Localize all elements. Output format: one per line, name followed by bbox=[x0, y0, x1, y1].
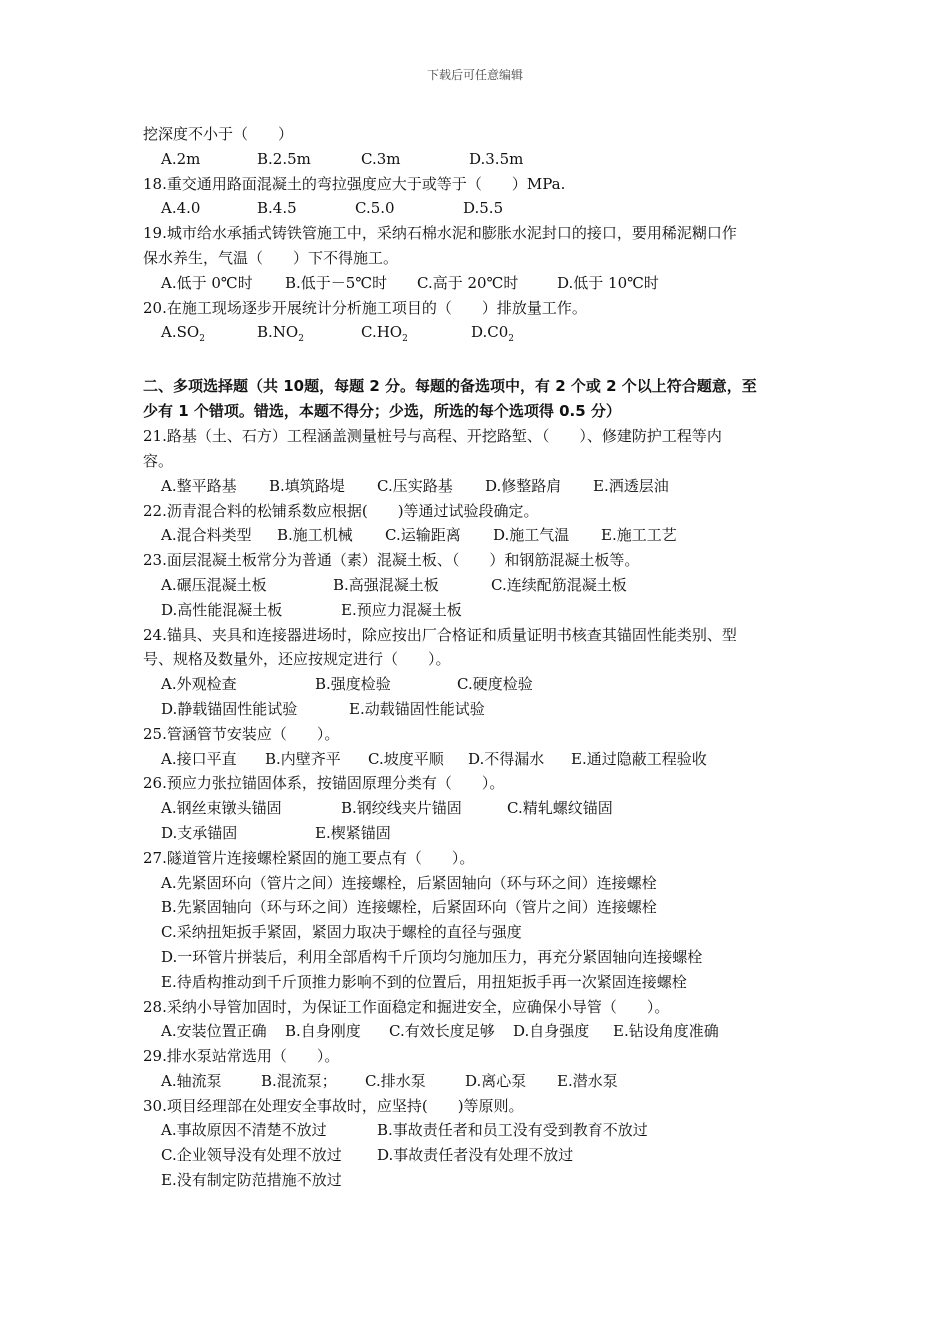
option-b[interactable]: B.内壁齐平 bbox=[265, 749, 341, 768]
option-d[interactable]: D.自身强度 bbox=[513, 1022, 590, 1041]
subscript: 2 bbox=[199, 334, 205, 345]
option-d[interactable]: D.离心泵 bbox=[465, 1071, 527, 1090]
option-c[interactable]: C.企业领导没有处理不放过 bbox=[161, 1146, 342, 1165]
section-heading: 二、多项选择题（共 10题，每题 2 分。每题的备选项中，有 2 个或 2 个以上符合题意，至 bbox=[143, 377, 757, 396]
question-25: 25.管涵管节安装应（ ）。 bbox=[143, 724, 340, 743]
option-c[interactable]: C.3m bbox=[361, 149, 401, 168]
option-b[interactable]: B.2.5m bbox=[257, 149, 311, 168]
question-23: 23.面层混凝土板常分为普通（素）混凝土板、（ ）和钢筋混凝土板等。 bbox=[143, 551, 640, 570]
option-c[interactable]: C.坡度平顺 bbox=[368, 749, 444, 768]
option-e[interactable]: E.钻设角度准确 bbox=[613, 1022, 719, 1041]
question-27: 27.隧道管片连接螺栓紧固的施工要点有（ ）。 bbox=[143, 848, 475, 867]
options-row bbox=[143, 271, 813, 296]
option-c[interactable]: C.压实路基 bbox=[377, 476, 453, 495]
option-a[interactable]: A.轴流泵 bbox=[161, 1071, 222, 1090]
section-heading-cont: 少有 1 个错项。错选，本题不得分；少选，所选的每个选项得 0.5 分） bbox=[143, 402, 621, 421]
options-row bbox=[143, 320, 813, 352]
option-b[interactable] bbox=[257, 320, 361, 352]
question-24-cont: 号、规格及数量外，还应按规定进行（ ）。 bbox=[143, 650, 451, 669]
question-20: 20.在施工现场逐步开展统计分析施工项目的（ ）排放量工作。 bbox=[143, 298, 587, 317]
option-d[interactable] bbox=[471, 320, 514, 352]
option-c[interactable]: C.精轧螺纹锚固 bbox=[507, 799, 613, 818]
option-e[interactable]: E.待盾构推动到千斤顶推力影响不到的位置后，用扭矩扳手再一次紧固连接螺栓 bbox=[161, 972, 687, 991]
option-d[interactable]: D.事故责任者没有处理不放过 bbox=[377, 1146, 574, 1165]
option-c[interactable]: C.连续配筋混凝土板 bbox=[491, 575, 627, 594]
option-c[interactable]: C.运输距离 bbox=[385, 526, 461, 545]
option-c[interactable] bbox=[361, 320, 471, 352]
option-c[interactable]: C.有效长度足够 bbox=[389, 1022, 495, 1041]
question-30: 30.项目经理部在处理安全事故时，应坚持( )等原则。 bbox=[143, 1096, 524, 1115]
option-c[interactable]: C.高于 20℃时 bbox=[417, 273, 519, 292]
question-21-cont: 容。 bbox=[143, 451, 174, 470]
option-d[interactable]: D.一环管片拼装后，利用全部盾构千斤顶均匀施加压力，再充分紧固轴向连接螺栓 bbox=[161, 947, 703, 966]
option-a[interactable]: A.整平路基 bbox=[161, 476, 237, 495]
option-e[interactable]: E.没有制定防范措施不放过 bbox=[161, 1171, 342, 1190]
option-c[interactable]: C.排水泵 bbox=[365, 1071, 426, 1090]
exam-page bbox=[143, 122, 813, 1193]
option-a[interactable]: A.混合料类型 bbox=[161, 526, 252, 545]
options-row bbox=[143, 196, 813, 221]
options-row bbox=[143, 821, 813, 846]
option-d[interactable]: D.高性能混凝土板 bbox=[161, 600, 283, 619]
option-label: D.C0 bbox=[471, 323, 509, 342]
question-19: 19.城市给水承插式铸铁管施工中，采纳石棉水泥和膨胀水泥封口的接口，要用稀泥糊口作 bbox=[143, 224, 737, 243]
option-label: A.SO bbox=[161, 323, 200, 342]
options-row bbox=[143, 1143, 813, 1168]
option-d[interactable]: D.5.5 bbox=[463, 199, 504, 218]
question-26: 26.预应力张拉锚固体系，按锚固原理分类有（ ）。 bbox=[143, 774, 505, 793]
option-d[interactable]: D.支承锚固 bbox=[161, 823, 238, 842]
option-b[interactable]: B.高强混凝土板 bbox=[333, 575, 439, 594]
option-b[interactable]: B.4.5 bbox=[257, 199, 297, 218]
option-c[interactable]: C.硬度检验 bbox=[457, 675, 533, 694]
options-row bbox=[143, 1118, 813, 1143]
spacer bbox=[143, 352, 813, 374]
option-a[interactable]: A.钢丝束镦头锚固 bbox=[161, 799, 282, 818]
option-b[interactable]: B.自身刚度 bbox=[285, 1022, 361, 1041]
option-d[interactable]: D.3.5m bbox=[469, 149, 524, 168]
option-d[interactable]: D.低于 10℃时 bbox=[557, 273, 659, 292]
page-header: 下载后可任意编辑 bbox=[426, 68, 523, 82]
option-a[interactable] bbox=[161, 320, 257, 352]
option-a[interactable]: A.事故原因不清楚不放过 bbox=[161, 1121, 327, 1140]
option-d[interactable]: D.修整路肩 bbox=[485, 476, 562, 495]
option-a[interactable]: A.4.0 bbox=[161, 199, 201, 218]
question-19-cont: 保水养生，气温（ ）下不得施工。 bbox=[143, 248, 399, 267]
option-b[interactable]: B.事故责任者和员工没有受到教育不放过 bbox=[377, 1121, 648, 1140]
option-label: B.NO bbox=[257, 323, 299, 342]
option-label: C.HO bbox=[361, 323, 403, 342]
question-29: 29.排水泵站常选用（ ）。 bbox=[143, 1047, 340, 1066]
option-b[interactable]: B.钢绞线夹片锚固 bbox=[341, 799, 462, 818]
option-a[interactable]: A.碾压混凝土板 bbox=[161, 575, 267, 594]
options-row bbox=[143, 796, 813, 821]
option-a[interactable]: A.低于 0℃时 bbox=[161, 273, 253, 292]
options-row bbox=[143, 1168, 813, 1193]
option-b[interactable]: B.先紧固轴向（环与环之间）连接螺栓，后紧固环向（管片之间）连接螺栓 bbox=[161, 898, 657, 917]
option-c[interactable]: C.5.0 bbox=[355, 199, 395, 218]
option-b[interactable]: B.填筑路堤 bbox=[269, 476, 345, 495]
option-b[interactable]: B.强度检验 bbox=[315, 675, 391, 694]
question-21: 21.路基（土、石方）工程涵盖测量桩号与高程、开挖路堑、（ ）、修建防护工程等内 bbox=[143, 427, 722, 446]
option-a[interactable]: A.接口平直 bbox=[161, 749, 237, 768]
options-row bbox=[143, 474, 813, 499]
option-b[interactable]: B.低于－5℃时 bbox=[285, 273, 388, 292]
options-row bbox=[143, 697, 813, 722]
option-d[interactable]: D.静载锚固性能试验 bbox=[161, 699, 298, 718]
question-18: 18.重交通用路面混凝土的弯拉强度应大于或等于（ ）MPa. bbox=[143, 174, 566, 193]
option-e[interactable]: E.潜水泵 bbox=[557, 1071, 618, 1090]
options-row bbox=[143, 147, 813, 172]
subscript: 2 bbox=[508, 334, 515, 345]
question-22: 22.沥青混合料的松铺系数应根据( )等通过试验段确定。 bbox=[143, 501, 539, 520]
option-a[interactable]: A.2m bbox=[161, 149, 201, 168]
option-e[interactable]: E.预应力混凝土板 bbox=[341, 600, 462, 619]
option-d[interactable]: D.不得漏水 bbox=[468, 749, 545, 768]
option-e[interactable]: E.洒透层油 bbox=[593, 476, 669, 495]
subscript: 2 bbox=[298, 334, 304, 345]
option-b[interactable]: B.混流泵； bbox=[261, 1071, 337, 1090]
option-e[interactable]: E.动载锚固性能试验 bbox=[349, 699, 485, 718]
options-row bbox=[143, 598, 813, 623]
options-row bbox=[143, 573, 813, 598]
options-row bbox=[143, 672, 813, 697]
options-row bbox=[143, 1019, 813, 1044]
options-row bbox=[143, 523, 813, 548]
option-a[interactable]: A.外观检查 bbox=[161, 675, 237, 694]
option-e[interactable]: E.施工工艺 bbox=[601, 526, 677, 545]
option-e[interactable]: E.通过隐蔽工程验收 bbox=[571, 749, 707, 768]
options-row bbox=[143, 747, 813, 772]
option-e[interactable]: E.楔紧锚固 bbox=[315, 823, 391, 842]
option-a[interactable]: A.安装位置正确 bbox=[161, 1022, 267, 1041]
question-28: 28.采纳小导管加固时，为保证工作面稳定和掘进安全，应确保小导管（ ）。 bbox=[143, 997, 670, 1016]
option-d[interactable]: D.施工气温 bbox=[493, 526, 570, 545]
option-b[interactable]: B.施工机械 bbox=[277, 526, 353, 545]
question-24: 24.锚具、夹具和连接器进场时，除应按出厂合格证和质量证明书核查其锚固性能类别、型 bbox=[143, 625, 737, 644]
subscript: 2 bbox=[402, 334, 408, 345]
option-a[interactable]: A.先紧固环向（管片之间）连接螺栓，后紧固轴向（环与环之间）连接螺栓 bbox=[161, 873, 657, 892]
options-row bbox=[143, 1069, 813, 1094]
question-continuation: 挖深度不小于（ ） bbox=[143, 125, 294, 143]
option-c[interactable]: C.采纳扭矩扳手紧固，紧固力取决于螺栓的直径与强度 bbox=[161, 923, 522, 942]
